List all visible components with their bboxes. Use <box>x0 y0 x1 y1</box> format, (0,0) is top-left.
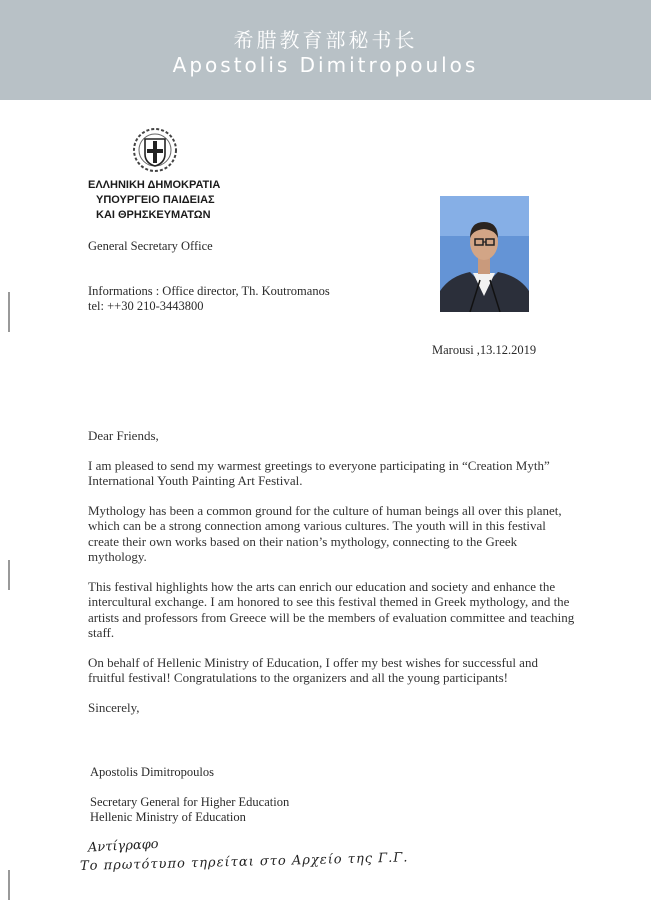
signatory-ministry: Hellenic Ministry of Education <box>90 810 246 824</box>
signatory-title: Secretary General for Higher Education <box>90 795 290 809</box>
org-line-3: ΚΑΙ ΘΡΗΣΚΕΥΜΑΤΩΝ <box>96 209 211 221</box>
greeting: Dear Friends, <box>88 428 159 443</box>
telephone-line: tel: ++30 210-3443800 <box>88 299 204 313</box>
closing: Sincerely, <box>88 699 140 715</box>
handwritten-note <box>79 836 409 876</box>
scan-edge-mark <box>8 870 10 900</box>
header-banner <box>0 0 651 100</box>
ministry-letterhead <box>88 178 228 223</box>
handwritten-line-2: Το πρωτότυπο τηρείται στο Αρχείο της Γ.Γ. <box>79 850 409 874</box>
paragraph-3: This festival highlights how the arts can enrich our education and society and enhance the intercultural exchange. I am honored to see this festival themed in Greek mythology, and the artists and professors from Greece will be the members of evaluation committee and teaching staff. <box>88 578 575 640</box>
org-line-1: ΕΛΛΗΝΙΚΗ ΔΗΜΟΚΡΑΤΙΑ <box>88 179 221 191</box>
letter-body <box>88 428 578 729</box>
scan-edge-mark <box>8 292 10 332</box>
portrait-illustration <box>440 196 529 312</box>
paragraph-1: I am pleased to send my warmest greetings to everyone participating in “Creation Myth” International Youth Painting Art Festival. <box>88 457 550 488</box>
greek-coat-of-arms-emblem <box>131 126 179 174</box>
banner-title-chinese: 希腊教育部秘书长 <box>233 28 418 52</box>
contact-info <box>88 284 330 314</box>
scan-edge-mark <box>8 560 10 590</box>
org-line-2: ΥΠΟΥΡΓΕΙΟ ΠΑΙΔΕΙΑΣ <box>96 194 215 206</box>
letter-date: Marousi ,13.12.2019 <box>432 343 537 357</box>
handwritten-line-1: Αντίγραφο <box>87 836 159 856</box>
paragraph-4: On behalf of Hellenic Ministry of Education, I offer my best wishes for successful and fruitful festival! Congratulations to the organizers and all the young participants! <box>88 654 538 685</box>
paragraph-2: Mythology has been a common ground for the culture of human beings all over this planet, which can be a strong connection among various cultures. The youth will in this festival create their own works based on their nation’s mythology, connecting to the Greek mythology. <box>88 502 562 564</box>
office-name: General Secretary Office <box>88 239 213 253</box>
signatory-name: Apostolis Dimitropoulos <box>90 765 214 779</box>
portrait-photo <box>440 196 529 312</box>
banner-title-name: Apostolis Dimitropoulos <box>172 53 479 77</box>
signature-block <box>90 765 289 825</box>
informations-line: Informations : Office director, Th. Koutromanos <box>88 284 330 298</box>
